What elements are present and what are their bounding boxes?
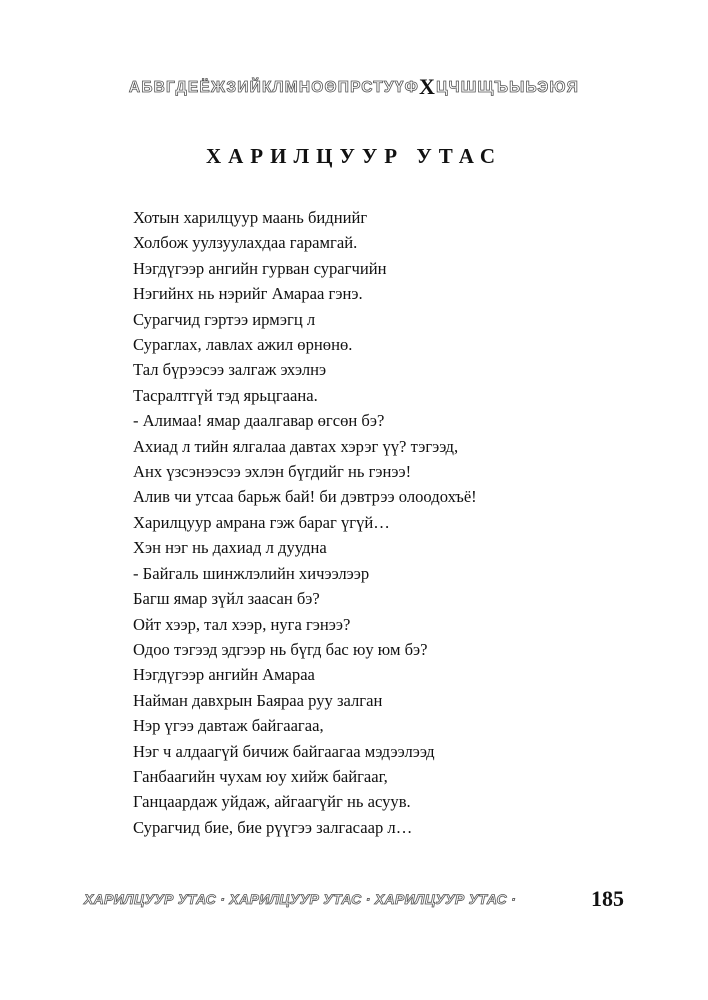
poem-line: Хотын харилцуур маань биднийг: [133, 208, 368, 227]
poem-line: Нэр үгээ давтаж байгаагаа,: [133, 716, 324, 736]
poem-line: Багш ямар зүйл заасан бэ?: [133, 589, 320, 609]
poem-line: Анх үзсэнээсээ эхлэн бүгдийг нь гэнээ!: [133, 462, 412, 482]
poem-line: Сурагчид бие, бие рүүгээ залгасаар л…: [133, 817, 413, 837]
poem-line: Хэн нэг нь дахиад л дуудна: [133, 538, 327, 558]
current-letter: Х: [419, 74, 437, 99]
alphabet-header: [0, 74, 708, 100]
poem-line: Ганбаагийн чухам юу хийж байгааг,: [133, 766, 388, 786]
poem-line: Ойт хээр, тал хээр, нуга гэнээ?: [133, 614, 351, 634]
poem-line: - Алимаа! ямар даалгавар өгсөн бэ?: [133, 411, 385, 431]
alphabet-after: ЦЧШЩЪЫЬЭЮЯ: [436, 79, 580, 96]
poem-line: Нэгийнх нь нэрийг Амараа гэнэ.: [133, 284, 363, 304]
poem-line: - Байгаль шинжлэлийн хичээлээр: [133, 563, 370, 583]
poem-line: Сурагчид гэртээ ирмэгц л: [133, 309, 316, 329]
running-title: ХАРИЛЦУУР УТАС · ХАРИЛЦУУР УТАС · ХАРИЛЦУУР УТАС ·: [84, 891, 517, 907]
poem-body: [133, 205, 653, 840]
poem-line: Харилцуур амрана гэж бараг үгүй…: [133, 512, 390, 532]
poem-line: Холбож уулзуулахдаа гарамгай.: [133, 233, 358, 253]
poem-line: Ганцаардаж уйдаж, айгаагүйг нь асуув.: [133, 792, 411, 812]
poem-line: Нэгдүгээр ангийн гурван сурагчийн: [133, 258, 387, 278]
poem-line: Найман давхрын Баяраа руу залган: [133, 690, 383, 710]
poem-line: Сураглах, лавлах ажил өрнөнө.: [133, 335, 353, 355]
alphabet-before: АБВГДЕЁЖЗИЙКЛМНОӨПРСТУҮФ: [128, 79, 420, 96]
poem-line: Одоо тэгээд эдгээр нь бүгд бас юу юм бэ?: [133, 639, 428, 659]
poem-line: Ахиад л тийн ялгалаа давтах хэрэг үү? тэгээд,: [133, 436, 459, 456]
poem-line: Тасралтгүй тэд ярьцгаана.: [133, 385, 318, 405]
poem-line: Нэгдүгээр ангийн Амараа: [133, 665, 315, 685]
poem-line: Алив чи утсаа барьж бай! би дэвтрээ олоодохъё!: [133, 487, 477, 507]
poem-line: Тал бүрээсээ залгаж эхэлнэ: [133, 360, 327, 380]
page-footer: [84, 884, 624, 914]
poem-title: ХАРИЛЦУУР УТАС: [205, 144, 503, 168]
poem-line: Нэг ч алдаагүй бичиж байгаагаа мэдээлээд: [133, 741, 435, 761]
page-number: 185: [591, 886, 624, 911]
